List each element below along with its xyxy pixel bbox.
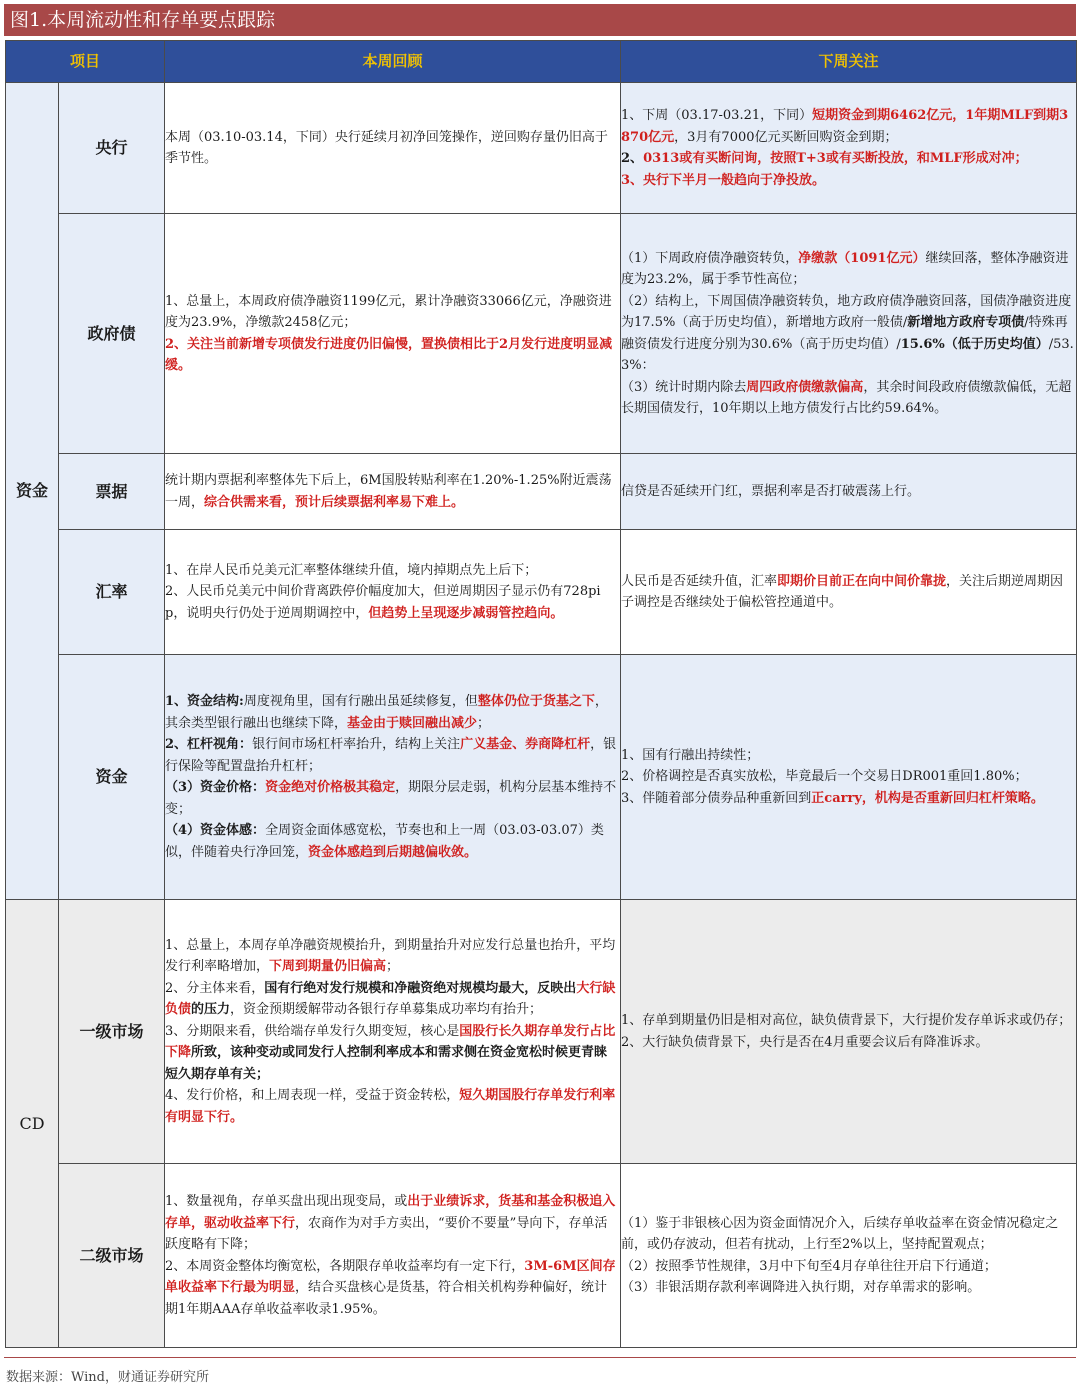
paragraph [165, 1191, 620, 1256]
text-segment: 1、总量上，本周存单净融资规模抬升，到期量抬升对应发行总量也抬升，平均发行利率略增加， [165, 937, 616, 975]
highlight-text: 大行缺负债 [165, 980, 616, 1018]
row-label: 资金 [59, 655, 165, 900]
text-segment: 信贷是否延续开门红，票据利率是否打破震荡上行。 [621, 483, 921, 499]
paragraph [621, 291, 1076, 377]
tracking-table [5, 40, 1077, 1348]
paragraph [165, 1085, 620, 1128]
next-cell [621, 1164, 1077, 1348]
paragraph [165, 470, 620, 513]
paragraph [165, 560, 620, 582]
paragraph [165, 291, 620, 334]
table-row [6, 530, 1077, 655]
table-row [6, 900, 1077, 1164]
highlight-text: 资金绝对价格极其稳定 [265, 780, 396, 795]
text-segment: /特殊再融资债发行进度分别为30.6%（高于历史均值）/ [621, 315, 1068, 352]
header-review: 本周回顾 [165, 41, 621, 83]
paragraph [621, 745, 1076, 767]
paragraph [165, 1021, 620, 1086]
figure-title: 图1.本周流动性和存单要点跟踪 [4, 4, 1076, 36]
paragraph [165, 935, 620, 978]
text-segment: （3）统计时期内除去 [621, 379, 747, 395]
next-cell [621, 83, 1077, 214]
paragraph [621, 170, 1076, 192]
table-row [6, 454, 1077, 530]
next-cell [621, 900, 1077, 1164]
text-segment: 1、国有行融出持续性； [621, 747, 760, 763]
paragraph [165, 777, 620, 820]
paragraph [165, 1256, 620, 1321]
text-segment: ，其余时间段政府债缴款偏低，无超长期国债发行，10年期以上地方债发行占比约59.64%。 [621, 379, 1072, 416]
text-segment: 统计期内票据利率整体先下后上，6M国股转贴利率在1.20%-1.25%附近震荡一周， [165, 473, 612, 510]
text-segment: 1、总量上，本周政府债净融资1199亿元，累计净融资33066亿元，净融资进度为23.9%，净缴款2458亿元； [165, 293, 612, 330]
row-label: 票据 [59, 454, 165, 530]
text-segment: （1）下周政府债净融资转负， [621, 250, 799, 266]
highlight-text: 0313或有买断问询，按照T+3或有买断投放，和MLF形成对冲； [643, 151, 1028, 166]
highlight-text: 2、关注当前新增专项债发行进度仍旧偏慢，置换债相比于2月发行进度明显减缓。 [165, 336, 613, 373]
review-cell [165, 214, 621, 454]
paragraph [621, 248, 1076, 291]
text-segment: 3、分期限来看，供给端存单发行久期变短，核心是 [165, 1023, 460, 1039]
review-cell [165, 454, 621, 530]
header-row [6, 41, 1077, 83]
paragraph [621, 148, 1076, 170]
row-label: 汇率 [59, 530, 165, 655]
text-segment: （3）资金价格： [165, 780, 266, 795]
paragraph [621, 788, 1076, 810]
text-segment: 周度视角里，国有行融出虽延续修复，但 [243, 694, 478, 709]
highlight-text: 短久期国股行存单发行利率有明显下行。 [165, 1088, 616, 1125]
paragraph [621, 1277, 1076, 1299]
paragraph [165, 691, 620, 734]
text-segment: 1、数量视角，存单买盘出现出现变局，或 [165, 1194, 408, 1209]
table-row [6, 214, 1077, 454]
text-segment: 2、本周资金整体均衡宽松，各期限存单收益率均有一定下行， [165, 1258, 525, 1274]
text-segment: 1、下周（03.17-03.21，下同） [621, 108, 813, 123]
text-segment: 新增地方政府专项债 [907, 315, 1025, 330]
paragraph [621, 1010, 1076, 1032]
data-source: 数据来源：Wind，财通证券研究所 [6, 1370, 209, 1385]
table-row [6, 1164, 1077, 1348]
highlight-text: 短期资金到期6462亿元，1年期MLF到期3870亿元 [621, 108, 1069, 145]
text-segment: ，银行保险等配置盘抬升杠杆； [165, 737, 617, 774]
highlight-text: 3、央行下半月一般趋向于净投放。 [621, 172, 826, 188]
text-segment: 国有行绝对发行规模和净融资绝对规模均最大，反映出 [264, 980, 577, 996]
text-segment: ，期限分层走弱，机构分层基本维持不变； [165, 780, 617, 817]
text-segment: ，资金预期缓解带动各银行存单募集成功率均有抬升； [230, 1002, 543, 1018]
highlight-text: 3M-6M区间存单收益率下行最为明显 [165, 1258, 616, 1295]
highlight-text: 资金体感趋到后期越偏收敛。 [308, 844, 478, 860]
highlight-text: 出于业绩诉求，货基和基金积极追入存单，驱动收益率下行 [165, 1194, 616, 1231]
text-segment: （4）资金体感： [165, 823, 266, 838]
text-segment: 2、价格调控是否真实放松，毕竟最后一个交易日DR001重回1.80%； [621, 769, 1028, 785]
text-segment: /53.3%： [621, 336, 1074, 373]
footer-divider [4, 1357, 1076, 1358]
text-segment: 2、分主体来看， [165, 980, 265, 996]
paragraph [621, 766, 1076, 788]
text-segment: （2）按照季节性规律，3月中下旬至4月存单往往开启下行通道； [621, 1258, 997, 1274]
text-segment: 15.6%（低于历史均值） [900, 336, 1049, 352]
paragraph [165, 581, 620, 624]
text-segment: ，其余类型银行融出也继续下降， [165, 694, 608, 731]
next-cell [621, 655, 1077, 900]
text-segment: 所致，该种变动或同发行人控制利率成本和需求侧在资金宽松时候更青睐短久期存单有关； [165, 1045, 608, 1082]
highlight-text: 即期价目前正在向中间价靠拢 [777, 573, 947, 589]
review-cell [165, 530, 621, 655]
paragraph [165, 820, 620, 863]
paragraph [621, 105, 1076, 148]
next-cell [621, 454, 1077, 530]
review-cell [165, 83, 621, 214]
table-row [6, 655, 1077, 900]
header-next: 下周关注 [621, 41, 1077, 83]
review-cell [165, 1164, 621, 1348]
text-segment: ，农商作为对手方卖出，“要价不要量”导向下，存单活跃度略有下降； [165, 1215, 608, 1252]
text-segment: 本周（03.10-03.14，下同）央行延续月初净回笼操作，逆回购存量仍旧高于季节性。 [165, 129, 608, 166]
highlight-text: 周四政府债缴款偏高 [746, 379, 864, 395]
paragraph [621, 571, 1076, 614]
paragraph [621, 1213, 1076, 1256]
highlight-text: 正carry，机构是否重新回归杠杆策略。 [811, 790, 1044, 806]
paragraph [621, 1032, 1076, 1054]
text-segment: （3）非银活期存款利率调降进入执行期，对存单需求的影响。 [621, 1280, 981, 1295]
highlight-text: 但趋势上呈现逐步减弱管控趋向。 [368, 605, 564, 621]
text-segment: （2）结构上，下周国债净融资转负，地方政府债净融资回落，国债净融资进度为17.5%（高于历史均值），新增地方政府一般债/ [621, 293, 1072, 330]
text-segment: 银行间市场杠杆率抬升，结构上关注 [252, 737, 461, 752]
text-segment: 2、大行缺负债背景下，央行是否在4月重要会议后有降准诉求。 [621, 1034, 989, 1050]
highlight-text: 广义基金、券商降杠杆 [460, 737, 591, 752]
text-segment: ； [386, 959, 400, 975]
highlight-text: 综合供需来看，预计后续票据利率易下难上。 [204, 494, 465, 510]
text-segment: 3、伴随着部分债券品种重新回到 [621, 790, 812, 806]
row-label: 政府债 [59, 214, 165, 454]
group-label-cd: CD [6, 900, 59, 1348]
text-segment: 2、杠杆视角： [165, 737, 253, 752]
paragraph [621, 377, 1076, 420]
text-segment: 2、人民币兑美元中间价背离跌停价幅度加大，但逆周期因子显示仍有728pip，说明央行仍处于逆周期调控中， [165, 584, 601, 621]
text-segment: 继续回落，整体净融资进度为23.2%，属于季节性高位； [621, 250, 1069, 287]
paragraph [621, 481, 1076, 503]
next-cell [621, 214, 1077, 454]
text-segment: ，3月有7000亿元买断回购资金到期； [674, 129, 898, 145]
text-segment: 的压力 [191, 1002, 231, 1018]
text-segment: ，关注后期逆周期因子调控是否继续处于偏松管控通道中。 [621, 573, 1064, 610]
highlight-text: 国股行长久期存单发行占比下降 [165, 1023, 616, 1061]
text-segment: 2、 [621, 151, 644, 166]
row-label: 一级市场 [59, 900, 165, 1164]
next-cell [621, 530, 1077, 655]
highlight-text: 基金由于赎回融出减少 [347, 715, 478, 731]
paragraph [165, 334, 620, 377]
text-segment: 1、存单到期量仍旧是相对高位，缺负债背景下，大行提价发存单诉求或仍存； [621, 1013, 1072, 1028]
paragraph [165, 127, 620, 170]
text-segment: 人民币是否延续升值，汇率 [621, 573, 778, 589]
paragraph [165, 978, 620, 1021]
highlight-text: 下周到期量仍旧偏高 [269, 959, 387, 975]
text-segment: 全周资金面体感宽松，节奏也和上一周（03.03-03.07）类似，伴随着央行净回笼， [165, 823, 604, 860]
review-cell [165, 655, 621, 900]
text-segment: ； [477, 715, 491, 731]
review-cell [165, 900, 621, 1164]
row-label: 央行 [59, 83, 165, 214]
paragraph [621, 1256, 1076, 1278]
highlight-text: 整体仍位于货基之下 [477, 694, 595, 709]
row-label: 二级市场 [59, 1164, 165, 1348]
text-segment: （1）鉴于非银核心因为资金面情况介入，后续存单收益率在资金情况稳定之前，或仍存波动，但若有扰动，上行至2%以上，坚持配置观点； [621, 1215, 1059, 1252]
text-segment: ，结合买盘核心是货基，符合相关机构券种偏好，统计期1年期AAA存单收益率收录1.95%。 [165, 1280, 608, 1317]
paragraph [165, 734, 620, 777]
group-label-funds: 资金 [6, 83, 59, 900]
text-segment: 1、在岸人民币兑美元汇率整体继续升值，境内掉期点先上后下； [165, 562, 538, 578]
table-row [6, 83, 1077, 214]
text-segment: 1、资金结构: [165, 694, 244, 709]
text-segment: 4、发行价格，和上周表现一样，受益于资金转松， [165, 1088, 460, 1104]
highlight-text: 净缴款（1091亿元） [798, 250, 926, 266]
header-item: 项目 [6, 41, 165, 83]
